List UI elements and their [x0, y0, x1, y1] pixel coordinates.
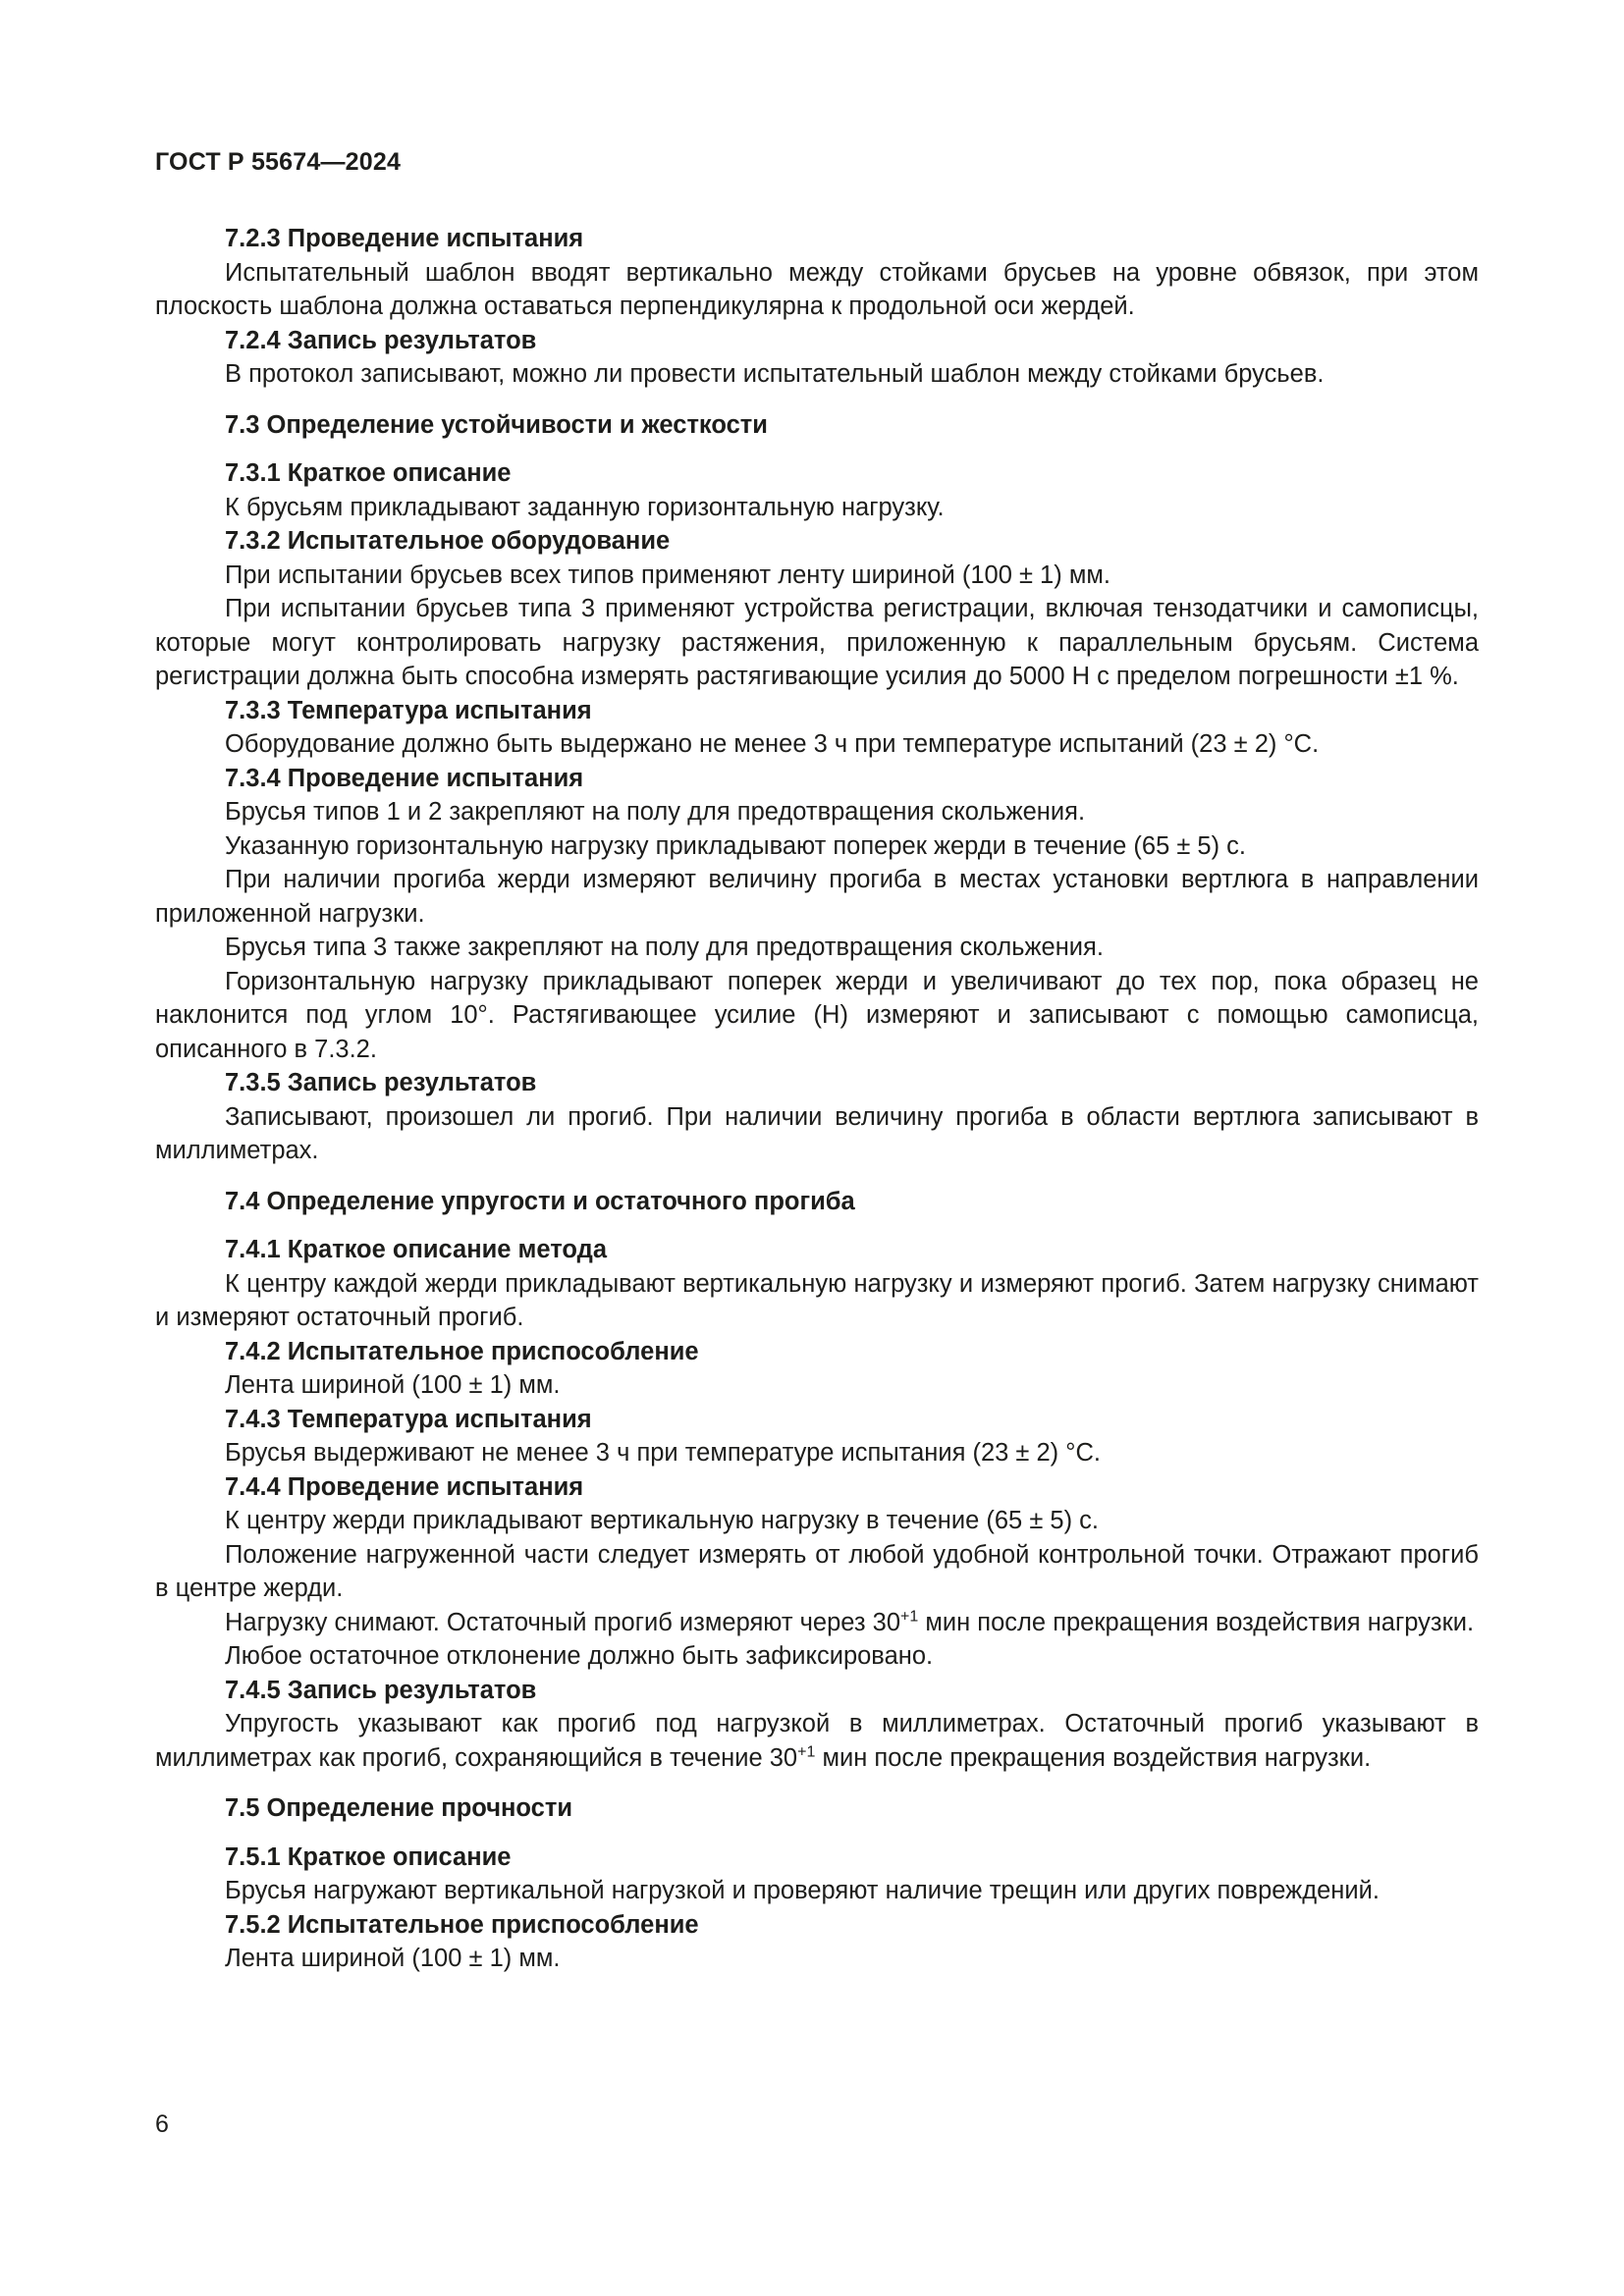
paragraph	[155, 1606, 1479, 1640]
page-number: 6	[155, 2110, 169, 2138]
text-run: Нагрузку снимают. Остаточный прогиб измеряют через 30	[225, 1608, 901, 1636]
heading-7-3-3: 7.3.3 Температура испытания	[225, 696, 592, 724]
heading-7-4-2: 7.4.2 Испытательное приспособление	[225, 1337, 699, 1365]
paragraph: Лента шириной (100 ± 1) мм.	[225, 1371, 561, 1399]
heading-7-2-3: 7.2.3 Проведение испытания	[225, 225, 584, 252]
superscript: +1	[900, 1608, 919, 1625]
paragraph: Лента шириной (100 ± 1) мм.	[225, 1945, 561, 1972]
standard-header: ГОСТ Р 55674—2024	[155, 148, 402, 176]
paragraph: Оборудование должно быть выдержано не менее 3 ч при температуре испытаний (23 ± 2) °С.	[225, 730, 1320, 758]
text-run: мин после прекращения воздействия нагрузки.	[918, 1608, 1475, 1636]
heading-7-3-2: 7.3.2 Испытательное оборудование	[225, 527, 671, 555]
paragraph	[155, 1707, 1479, 1775]
paragraph: Положение нагруженной части следует измерять от любой удобной контрольной точки. Отражают прогиб в центре жерди.	[155, 1540, 1479, 1602]
paragraph: Брусья типов 1 и 2 закрепляют на полу для предотвращения скольжения.	[225, 798, 1086, 826]
paragraph: К центру каждой жерди прикладывают вертикальную нагрузку и измеряют прогиб. Затем нагрузку снимают и измеряют остаточный прогиб.	[155, 1269, 1479, 1331]
paragraph: При испытании брусьев типа 3 применяют устройства регистрации, включая тензодатчики и самописцы, которые могут контролировать нагрузку растяжения, приложенную к параллельным брусьям. Система регистрации должна быть способна измерять растягивающие усилия до 5000 Н с пределом погрешности ±1 %.	[155, 595, 1479, 690]
heading-7-5-2: 7.5.2 Испытательное приспособление	[225, 1910, 699, 1939]
superscript: +1	[797, 1743, 816, 1760]
heading-7-4: 7.4 Определение упругости и остаточного прогиба	[225, 1187, 855, 1215]
heading-7-4-5: 7.4.5 Запись результатов	[225, 1676, 537, 1704]
heading-7-3: 7.3 Определение устойчивости и жесткости	[225, 410, 768, 439]
paragraph: Записывают, произошел ли прогиб. При наличии величину прогиба в области вертлюга записывают в миллиметрах.	[155, 1102, 1479, 1164]
paragraph: Брусья типа 3 также закрепляют на полу для предотвращения скольжения.	[225, 934, 1104, 961]
paragraph: При наличии прогиба жерди измеряют величину прогиба в местах установки вертлюга в направлении приложенной нагрузки.	[155, 866, 1479, 928]
text-run: Упругость указывают как прогиб под нагрузкой в миллиметрах. Остаточный прогиб указывают в миллиметрах как прогиб, сохраняющийся в течение 30	[155, 1710, 1479, 1772]
paragraph: Брусья выдерживают не менее 3 ч при температуре испытания (23 ± 2) °С.	[225, 1439, 1101, 1467]
paragraph: Испытательный шаблон вводят вертикально между стойками брусьев на уровне обвязок, при этом плоскость шаблона должна оставаться перпендикулярна к продольной оси жердей.	[155, 258, 1479, 320]
document-body	[155, 222, 1479, 1976]
heading-7-2-4: 7.2.4 Запись результатов	[225, 326, 537, 354]
heading-7-4-1: 7.4.1 Краткое описание метода	[225, 1236, 608, 1263]
heading-7-3-4: 7.3.4 Проведение испытания	[225, 764, 584, 792]
heading-7-5-1: 7.5.1 Краткое описание	[225, 1842, 512, 1871]
text-run: мин после прекращения воздействия нагрузки.	[815, 1743, 1372, 1772]
paragraph: В протокол записывают, можно ли провести испытательный шаблон между стойками брусьев.	[225, 360, 1325, 388]
heading-7-3-5: 7.3.5 Запись результатов	[225, 1069, 537, 1096]
heading-7-5: 7.5 Определение прочности	[225, 1794, 572, 1822]
paragraph: Горизонтальную нагрузку прикладывают поперек жерди и увеличивают до тех пор, пока образец не наклонится под углом 10°. Растягивающее усилие (Н) измеряют и записывают с помощью самописца, описанного в 7.3.2.	[155, 967, 1479, 1063]
paragraph: К брусьям прикладывают заданную горизонтальную нагрузку.	[225, 493, 945, 521]
paragraph: Любое остаточное отклонение должно быть зафиксировано.	[225, 1642, 934, 1670]
heading-7-3-1: 7.3.1 Краткое описание	[225, 459, 512, 487]
paragraph: При испытании брусьев всех типов применяют ленту шириной (100 ± 1) мм.	[225, 561, 1110, 589]
paragraph: К центру жерди прикладывают вертикальную нагрузку в течение (65 ± 5) с.	[225, 1507, 1099, 1534]
heading-7-4-3: 7.4.3 Температура испытания	[225, 1405, 592, 1433]
paragraph: Указанную горизонтальную нагрузку прикладывают поперек жерди в течение (65 ± 5) с.	[225, 831, 1247, 860]
paragraph: Брусья нагружают вертикальной нагрузкой и проверяют наличие трещин или других повреждений.	[225, 1877, 1380, 1904]
heading-7-4-4: 7.4.4 Проведение испытания	[225, 1472, 584, 1501]
